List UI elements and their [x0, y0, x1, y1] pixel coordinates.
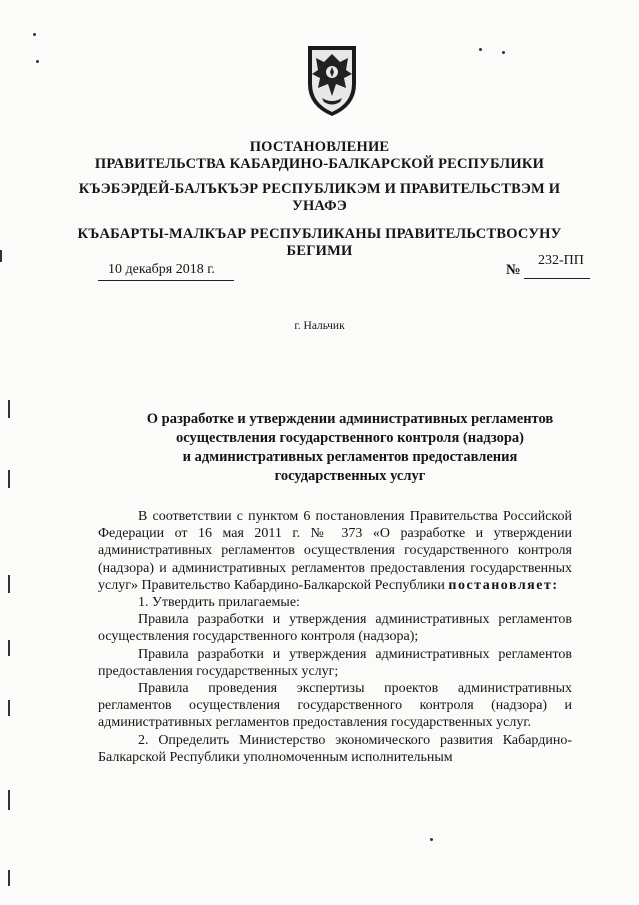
number-sign: №: [506, 262, 521, 278]
header-line-2: ПРАВИТЕЛЬСТВА КАБАРДИНО-БАЛКАРСКОЙ РЕСПУБЛИКИ: [94, 156, 545, 172]
paragraph-preamble: [98, 508, 572, 594]
paragraph-item-1: 1. Утвердить прилагаемые:: [138, 595, 300, 611]
scan-speck: [479, 48, 482, 51]
scan-artifact: [8, 575, 10, 593]
number-underline: [524, 278, 590, 279]
preamble-text: В соответствии с пунктом 6 постановления Правительства Российской Федерации от 16 мая 2011 г. № 373 «О разработке и утверждении административных регламентов осуществления государственного контроля (надзора) и административных регламентов предоставления государственных услуг» Правительство Кабардино-Балкарской Республики: [98, 509, 572, 593]
header-line-6: БЕГИМИ: [286, 243, 353, 259]
scan-speck: [36, 60, 39, 63]
kabardian-header: [0, 181, 639, 215]
paragraph-rules-control: Правила разработки и утверждения административных регламентов осуществления государственного контроля (надзора);: [98, 612, 572, 645]
scan-speck: [33, 33, 36, 36]
scan-artifact: [8, 400, 10, 418]
title-line-1: О разработке и утверждении административных регламентов: [146, 411, 554, 427]
scan-artifact: [8, 870, 10, 886]
title-line-2: осуществления государственного контроля (надзора): [175, 430, 524, 446]
paragraph-rules-services: Правила разработки и утверждения административных регламентов предоставления государственных услуг;: [98, 646, 572, 679]
resolves-verb: постановляет:: [448, 577, 559, 593]
header-line-5: КЪАБАРТЫ-МАЛКЪАР РЕСПУБЛИКАНЫ ПРАВИТЕЛЬСТВОСУНУ: [77, 226, 562, 242]
scan-artifact: [8, 640, 10, 656]
title-line-4: государственных услуг: [274, 468, 426, 484]
paragraph-rules-expertise: Правила проведения экспертизы проектов административных регламентов осуществления государственного контроля (надзора) и административных регламентов предоставления государственных услуг.: [98, 681, 572, 731]
document-number: 232-ПП: [538, 253, 584, 268]
scan-artifact: [0, 250, 2, 262]
header-line-1: ПОСТАНОВЛЕНИЕ: [249, 139, 390, 155]
resolution-header: [0, 139, 639, 173]
coat-of-arms-emblem: [300, 40, 364, 118]
scan-speck: [430, 838, 433, 841]
document-title: [120, 410, 580, 486]
scan-artifact: [8, 790, 10, 810]
header-line-4: УНАФЭ: [292, 198, 347, 214]
scan-artifact: [8, 470, 10, 488]
title-line-3: и административных регламентов предоставления: [182, 449, 518, 465]
document-date: 10 декабря 2018 г.: [108, 262, 215, 277]
city: г. Нальчик: [294, 320, 345, 332]
scan-speck: [502, 51, 505, 54]
date-underline: [98, 280, 234, 281]
document-body: [98, 508, 572, 766]
scan-artifact: [8, 700, 10, 716]
header-line-3: КЪЭБЭРДЕЙ-БАЛЪКЪЭР РЕСПУБЛИКЭМ И ПРАВИТЕЛЬСТВЭМ И: [78, 181, 561, 197]
paragraph-item-2: 2. Определить Министерство экономического развития Кабардино-Балкарской Республики уполномоченным исполнительным: [98, 732, 572, 765]
